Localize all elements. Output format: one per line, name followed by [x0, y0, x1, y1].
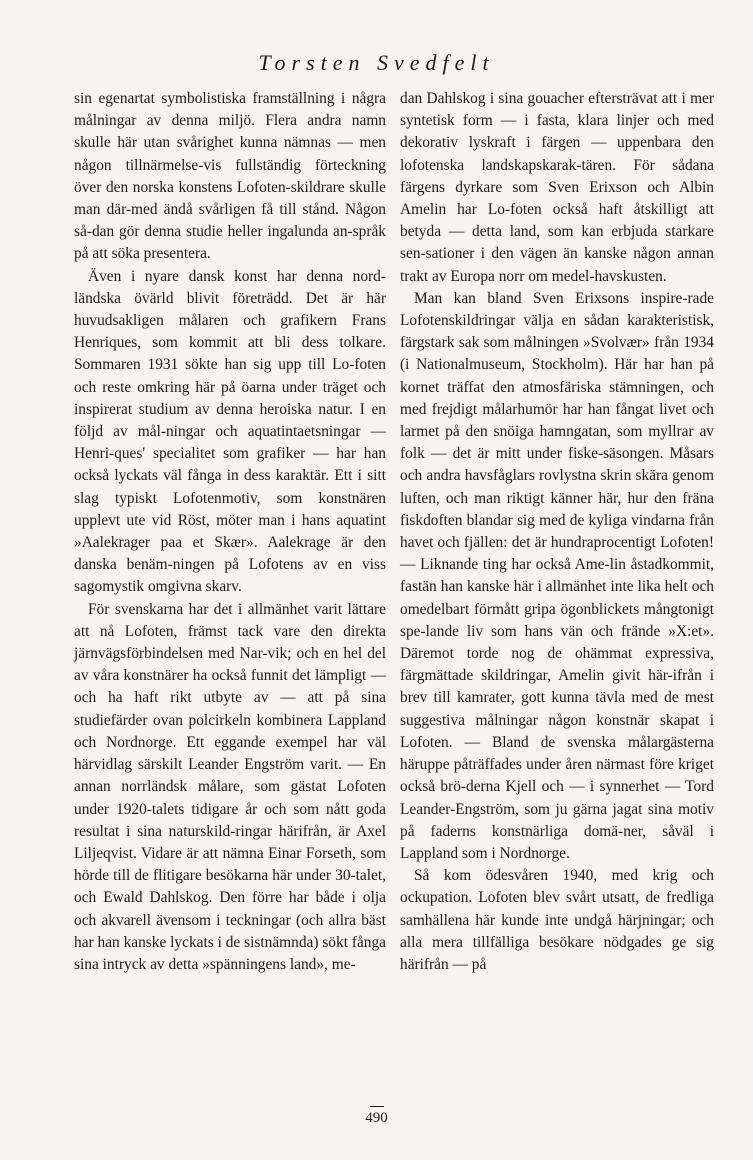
paragraph: Även i nyare dansk konst har denna nord-ländska övärld blivit företrädd. Det är här huvudsakligen målaren och grafikern Frans Henriques, som kommit att bli dess tolkare. Sommaren 1931 sökte han sig upp till Lo-foten och reste omkring här på öarna under träget och inspirerat studium av denna heroiska natur. I en följd av mål-ningar och aquatintaetsningar — Henri-ques' specialitet som grafiker — har han också lyckats väl fånga in dess karaktär. Ett i sitt slag typiskt Lofotenmotiv, som konstnären upplevt ute vid Röst, möter man i hans aquatint »Aalekrager paa et Skær». Aalekrage är den danska benäm-ningen på Lofotens av en viss sagomystik omgivna skarv. — [74, 267, 386, 596]
page-number: 490 — [365, 1110, 388, 1126]
paragraph: sin egenartat symbolistiska framställning i några målningar av denna miljö. Flera andra namn skulle här utan svårighet kunna nämnas — men någon tillnärmelse-vis fullständig förteckning över den norska konstens Lofoten-skildrare skulle man där-med ändå svårligen få till stånd. Någon så-dan gör denna studie heller ingalunda an-språk på att söka presentera. — [74, 90, 386, 263]
paragraph: För svenskarna har det i allmänhet varit lättare att nå Lofoten, främst tack vare den direkta järnvägsförbindelsen med Nar-vik; och en hel del av våra konstnärer ha också funnit det lämpligt — och ha haft rikt utbyte av — att på sina studiefärder ovan polcirkeln kombinera Lappland och Nordnorge. Ett eggande exempel har väl härvidlag särskilt Leander Engström varit. — En annan norrländsk målare, som gästat Lofoten under 1920-talets tidigare år och som nått goda resultat i sina naturskild-ringar härifrån, är Axel Liljeqvist. Vidare är att nämna Einar Forseth, som hörde till de flitigare besökarna här under 30-talet, och Ewald Dahlskog. Den förre har både i olja och akvarell ävensom i teckningar (och allra bäst har han kanske lyckats i de sistnämnda) sökt fånga sina intryck av detta »spänningens land», me- — [74, 600, 386, 973]
paragraph: dan Dahlskog i sina gouacher eftersträvat att i mer syntetisk form — i fasta, klara linjer och med dekorativ lyskraft i färgen — uppenbara den lofotenska landskapskarak-tären. För sådana färgens dyrkare som Sven Erixson och Albin Amelin har Lo-foten också haft åtskilligt att betyda — detta land, som kan erbjuda starkare sen-sationer i den vägen än kanske någon annan trakt av Europa norr om medel-havskusten. — [400, 90, 714, 285]
paragraph: Så kom ödesvåren 1940, med krig och ockupation. Lofoten blev svårt utsatt, de fredliga samhällena här kunde inte undgå härjningar; och alla mera tillfälliga besökare nödgades ge sig härifrån — på — [400, 867, 714, 973]
paragraph: Man kan bland Sven Erixsons inspire-rade Lofotenskildringar välja en sådan karakteristisk, färgstark sak som målningen »Svolvær» från 1934 (i Nationalmuseum, Stockholm). Här har han på kornet träffat den atmosfäriska stämningen, och med frejdigt målarhumör har han fångat livet och larmet på den snöiga hamngatan, som myllrar av folk — det är mitt under fiske-säsongen. Måsars och andra havsfåglars rovlystna skrin skära genom luften, och man riktigt känner här, hur den fräna fiskdoften blandar sig med de kyliga vindarna från havet och fjällen: det är hundraprocentigt Lofoten! — Liknande ting har också Ame-lin åstadkommit, fastän han kanske här i allmänhet inte lika helt och omedelbart förmått gripa ögonblickets mångtonigt spe-lande liv som hans vän och frände »X:et». Däremot torde nog de ohämmat expressiva, färgmättade skildringar, Amelin givit här-ifrån i brev till kamrater, gott kunna tävla med de mest suggestiva målningar någon konstnär skapat i Lofoten. — Bland de svenska målargästerna häruppe påträffades under åren närmast före kriget också brö-derna Kjell och — i synnerhet — Tord Leander-Engström, som ju gärna jagat sina motiv på faderns konstnärliga domä-ner, såväl i Lappland som i Nordnorge. — [400, 289, 714, 862]
left-column — [74, 88, 386, 976]
footer-rule — [370, 1106, 384, 1107]
running-header: Torsten Svedfelt — [258, 50, 495, 75]
right-column — [400, 88, 714, 976]
